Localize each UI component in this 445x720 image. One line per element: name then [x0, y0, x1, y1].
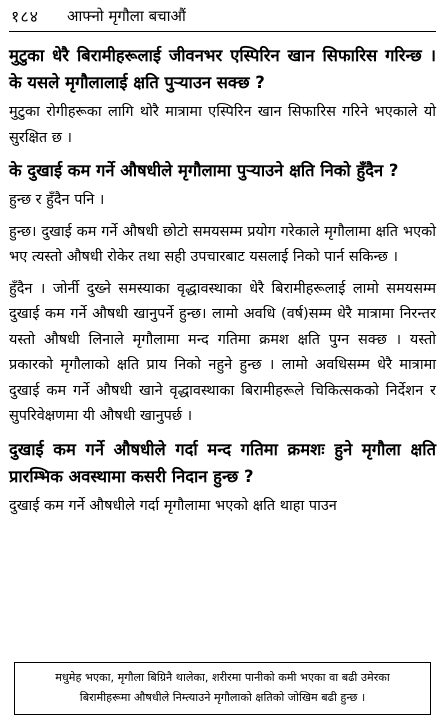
answer-early-diagnosis-partial: दुखाई कम गर्ने औषधीले गर्दा मृगौलामा भएको क्षति थाहा पाउन [9, 497, 337, 514]
risk-note-box [14, 662, 431, 715]
risk-note-line-1: मधुमेह भएका, मृगौला बिग्रिनै थालेका, शरीरमा पानीको कमी भएका वा बढी उमेरका [55, 671, 390, 684]
risk-note-line-2: बिरामीहरूमा औषधीले निम्त्याउने मृगौलाको क्षतिको जोखिम बढी हुन्छ । [79, 691, 366, 704]
answer-painkiller-intro: हुन्छ र हुँदैन पनि । [9, 192, 105, 208]
book-title: आफ्नो मृगौला बचाऔं [66, 6, 186, 25]
question-painkiller-damage: के दुखाई कम गर्ने औषधीले मृगौलामा पुऱ्याउने क्षति निको हुँदैन ? [9, 161, 399, 180]
page-header [9, 0, 436, 32]
answer-painkiller-reversible: हुन्छ। दुखाई कम गर्ने औषधी छोटो समयसम्म प्रयोग गरेकाले मृगौलामा क्षति भएको भए त्यस्तो औषधी रोकेर तथा सही उपचारबाट यसलाई निको पार्न सकिन्छ । [9, 223, 436, 265]
answer-aspirin: मुटुका रोगीहरूका लागि थोरै मात्रामा एस्पिरिन खान सिफारिस गरिने भएकाले यो सुरक्षित छ । [9, 104, 436, 146]
answer-painkiller-irreversible: हुँदैन । जोर्नी दुख्ने समस्याका वृद्धावस्थाका धेरै बिरामीहरूलाई लामो समयसम्म दुखाई कम गर्ने औषधी खानुपर्ने हुन्छ। लामो अवधि (वर्ष)सम्म धेरै मात्रामा निरन्तर यस्तो औषधी लिनाले मृगौलामा मन्द गतिमा क्रमश क्षति पुग्न सक्छ । यस्तो प्रकारको मृगौलाको क्षति प्राय निको नहुने हुन्छ । लामो अवधिसम्म धेरै मात्रामा दुखाई कम गर्ने औषधी खाने वृद्धावस्थाका बिरामीहरूले चिकित्सकको निर्देशन र सुपरिवेक्षणमा यी औषधी खानुपर्छ । [9, 280, 436, 424]
page-number: १८४ [11, 6, 39, 26]
question-aspirin: मुटुका धेरै बिरामीहरूलाई जीवनभर एस्पिरिन खान सिफारिस गरिन्छ । के यसले मृगौलालाई क्षति पुऱ्याउन सक्छ ? [9, 46, 436, 92]
question-early-diagnosis: दुखाई कम गर्ने औषधीले गर्दा मन्द गतिमा क्रमशः हुने मृगौला क्षति प्रारम्भिक अवस्थामा कसरी निदान हुन्छ ? [9, 439, 436, 486]
